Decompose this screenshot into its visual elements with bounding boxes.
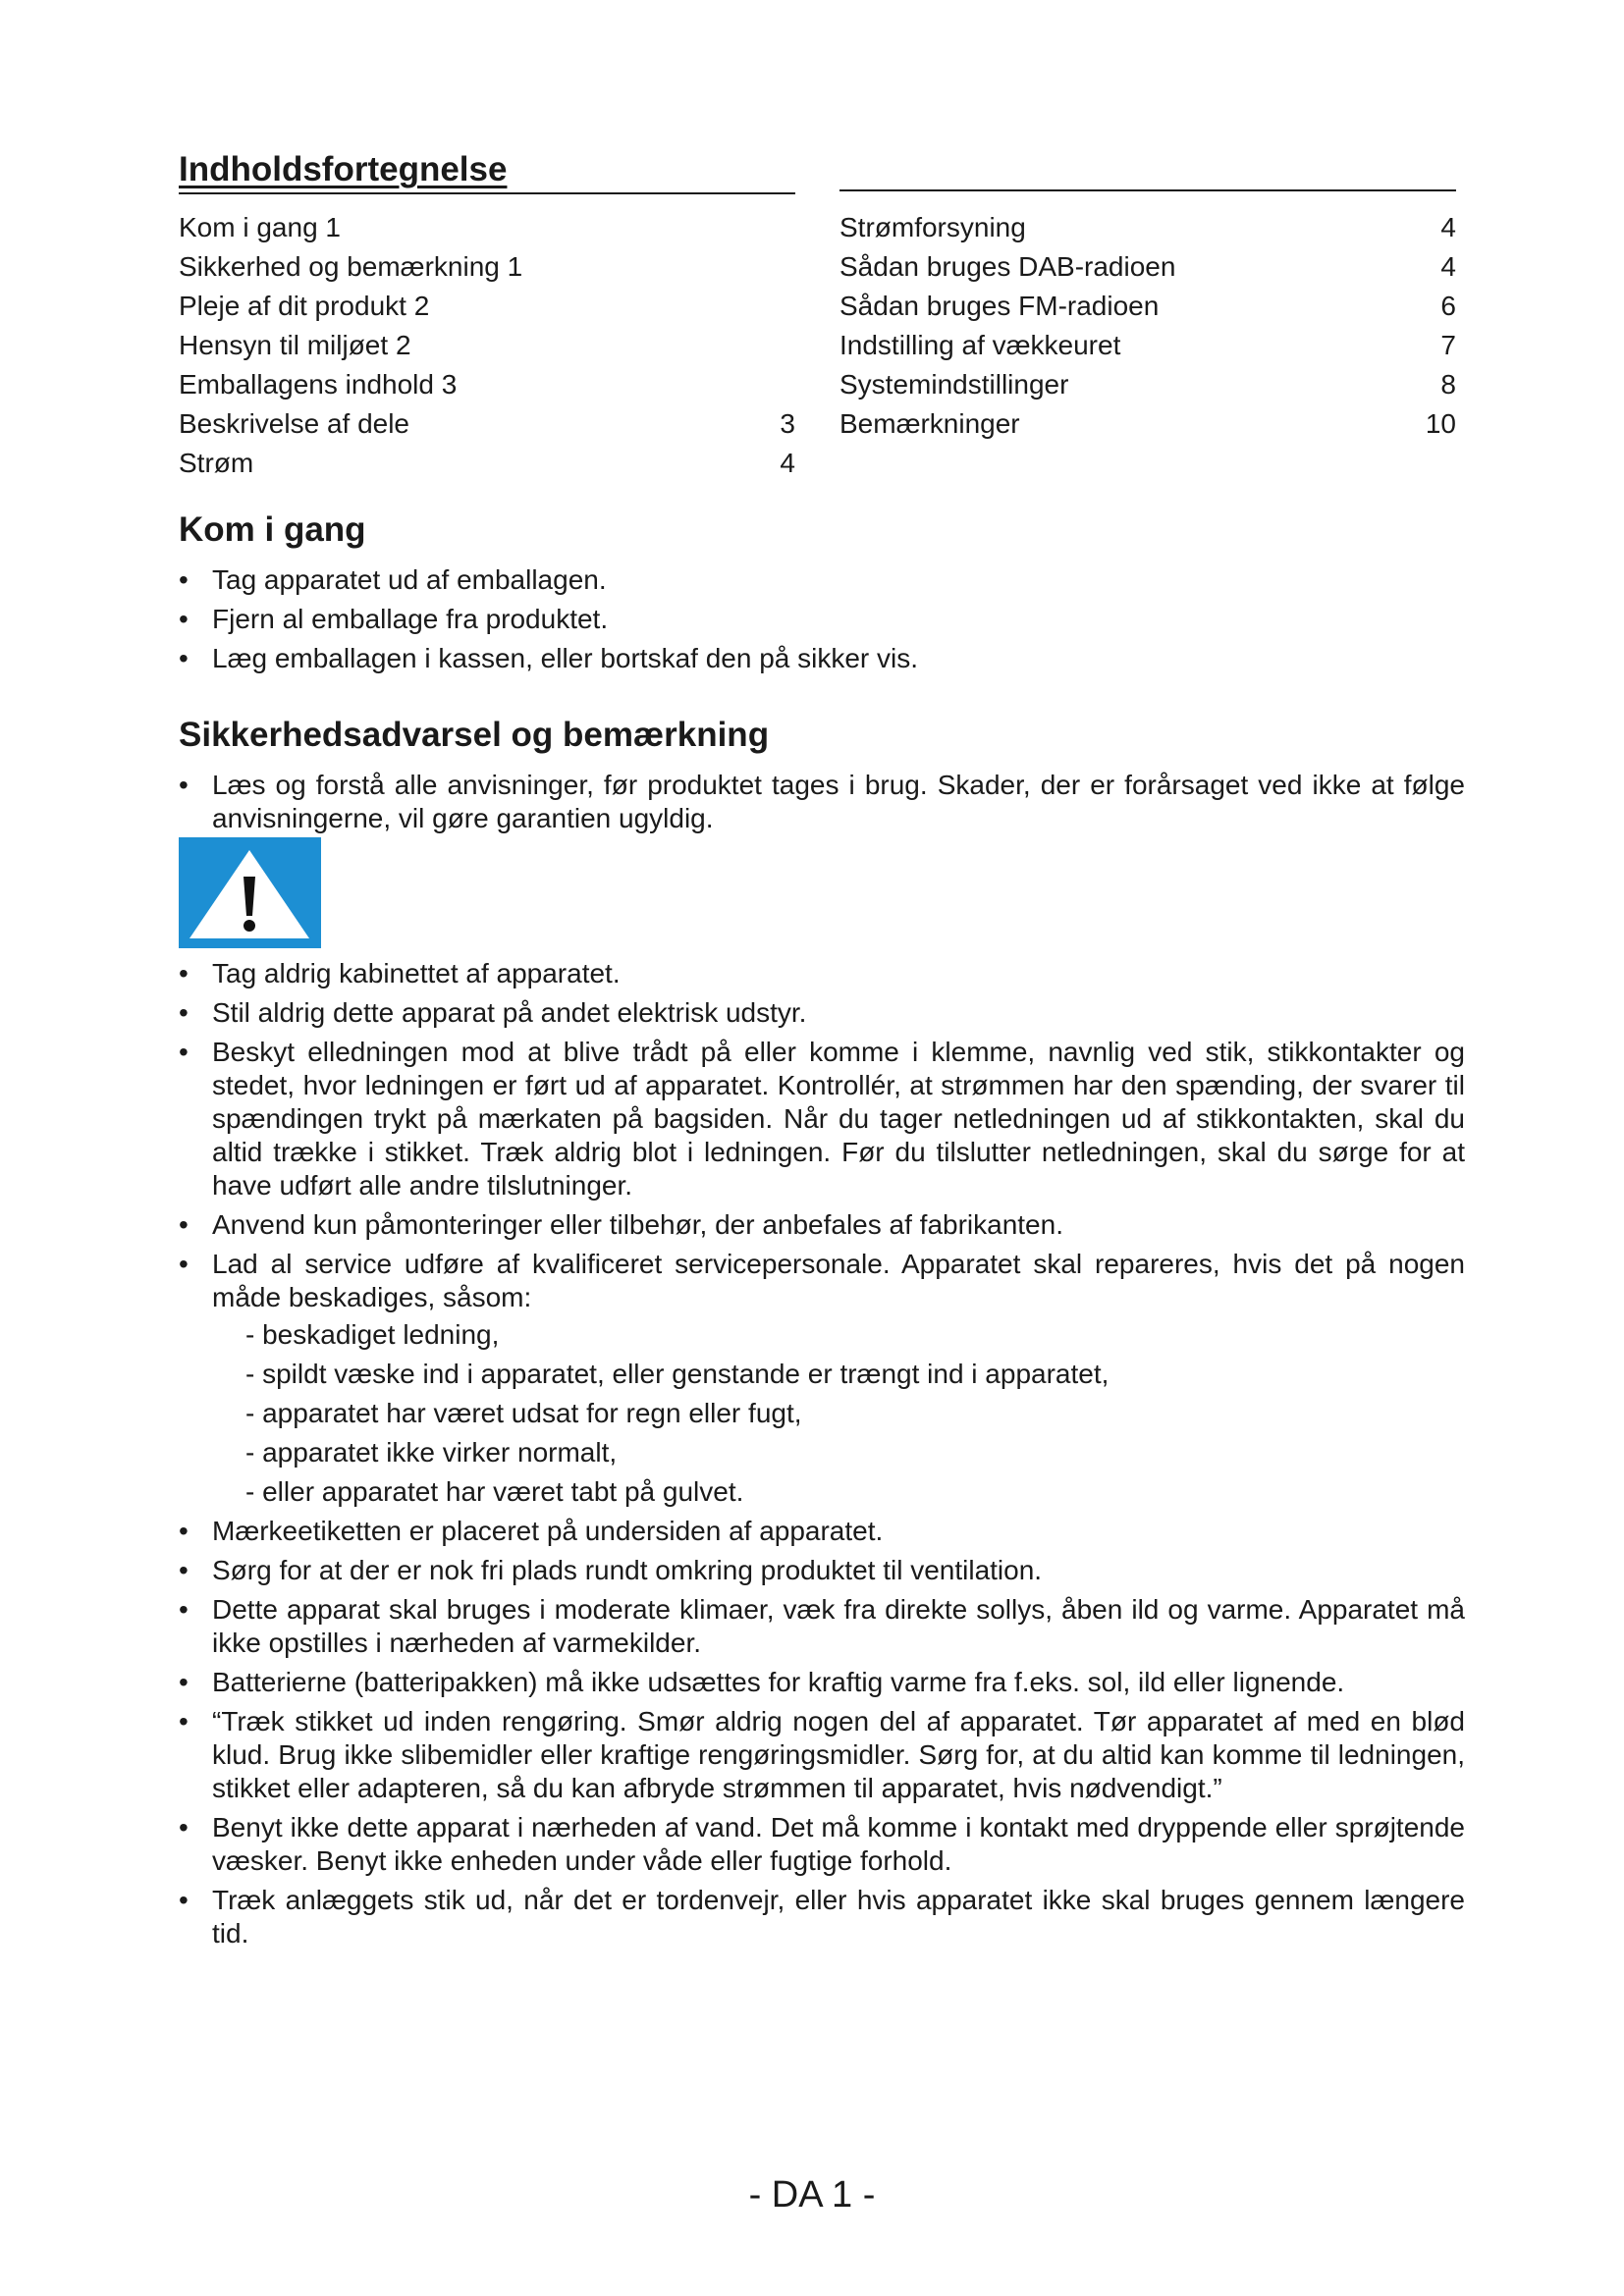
toc-entry	[839, 404, 1456, 444]
toc-entry	[179, 247, 795, 287]
list-item: • Læs og forstå alle anvisninger, før produktet tages i brug. Skader, der er forårsaget ved ikke at følge anvisningerne, vil gøre garantien ugyldig.	[179, 769, 1465, 835]
list-item: • Benyt ikke dette apparat i nærheden af vand. Det må komme i kontakt med dryppende eller sprøjtende væsker. Benyt ikke enheden under våde eller fugtige forhold.	[179, 1811, 1465, 1878]
toc-divider-line	[839, 189, 1456, 191]
toc-entry-label: Strømforsyning	[839, 212, 1026, 242]
toc-title: Indholdsfortegnelse	[179, 147, 795, 194]
toc-left-column	[179, 208, 795, 483]
toc-entry	[179, 287, 795, 326]
toc-entry	[839, 365, 1456, 404]
toc-entry-label: Sikkerhed og bemærkning 1	[179, 251, 523, 282]
toc-entry-label: Sådan bruges FM-radioen	[839, 291, 1160, 321]
toc-entry-label: Emballagens indhold 3	[179, 369, 458, 400]
toc-entry-page: 4	[1440, 212, 1456, 242]
list-item: • Fjern al emballage fra produktet.	[179, 603, 1465, 636]
service-item-text: Lad al service udføre af kvalificeret servicepersonale. Apparatet skal repareres, hvis det på nogen måde beskadiges, såsom:	[212, 1249, 1465, 1312]
getting-started-list	[179, 563, 1465, 681]
toc-entry-page: 10	[1425, 408, 1456, 439]
warning-triangle-icon	[179, 837, 321, 948]
sublist-item: - apparatet har været udsat for regn eller fugt,	[245, 1398, 802, 1428]
toc-entry-label: Indstilling af vækkeuret	[839, 330, 1121, 360]
toc-entry-label: Pleje af dit produkt 2	[179, 291, 430, 321]
toc-entry-label: Sådan bruges DAB-radioen	[839, 251, 1176, 282]
toc-entry-page: 4	[780, 448, 795, 478]
toc-entry	[839, 326, 1456, 365]
toc-right-column	[839, 208, 1456, 444]
service-sublist	[212, 1318, 1465, 1509]
list-item: • Anvend kun påmonteringer eller tilbehør, der anbefales af fabrikanten.	[179, 1208, 1465, 1242]
section-title-getting-started: Kom i gang	[179, 510, 366, 549]
toc-entry	[179, 404, 795, 444]
toc-entry-label: Kom i gang 1	[179, 212, 341, 242]
toc-entry-page: 3	[780, 408, 795, 439]
list-item: • Tag aldrig kabinettet af apparatet.	[179, 957, 1465, 990]
toc-entry-page: 7	[1440, 330, 1456, 360]
list-item: • Træk anlæggets stik ud, når det er tordenvejr, eller hvis apparatet ikke skal bruges gennem længere tid.	[179, 1884, 1465, 1950]
toc-entry	[179, 444, 795, 483]
sublist-item: - spildt væske ind i apparatet, eller genstande er trængt ind i apparatet,	[245, 1359, 1110, 1389]
list-item: • Dette apparat skal bruges i moderate klimaer, væk fra direkte sollys, åben ild og varme. Apparatet må ikke opstilles i nærheden af varmekilder.	[179, 1593, 1465, 1660]
safety-list	[179, 957, 1465, 1956]
toc-entry	[179, 365, 795, 404]
list-item: • Stil aldrig dette apparat på andet elektrisk udstyr.	[179, 996, 1465, 1030]
list-item	[179, 1248, 1465, 1509]
sublist-item: - apparatet ikke virker normalt,	[245, 1437, 618, 1468]
toc-entry-page: 8	[1440, 369, 1456, 400]
sublist-item: - eller apparatet har været tabt på gulvet.	[245, 1476, 744, 1507]
toc-entry-label: Beskrivelse af dele	[179, 408, 410, 439]
list-item: • Sørg for at der er nok fri plads rundt omkring produktet til ventilation.	[179, 1554, 1465, 1587]
list-item: • Beskyt elledningen mod at blive trådt på eller komme i klemme, navnlig ved stik, stikkontakter og stedet, hvor ledningen er ført ud af apparatet. Kontrollér, at strømmen har den spænding, der svarer til spændingen trykt på mærkaten på bagsiden. Når du tager netledningen ud af stikkontakten, skal du altid trække i stikket. Træk aldrig blot i ledningen. Før du tilslutter netledningen, skal du sørge for at have udført alle andre tilslutninger.	[179, 1036, 1465, 1202]
safety-intro-list	[179, 769, 1465, 841]
toc-entry-label: Bemærkninger	[839, 408, 1020, 439]
toc-entry	[839, 287, 1456, 326]
page-number: - DA 1 -	[748, 2174, 876, 2216]
toc-entry	[839, 208, 1456, 247]
toc-entry	[179, 208, 795, 247]
sublist-item: - beskadiget ledning,	[245, 1319, 500, 1350]
list-item: • Mærkeetiketten er placeret på undersiden af apparatet.	[179, 1515, 1465, 1548]
section-title-safety: Sikkerhedsadvarsel og bemærkning	[179, 716, 770, 754]
toc-entry-label: Systemindstillinger	[839, 369, 1069, 400]
toc-entry	[179, 326, 795, 365]
toc-entry-page: 6	[1440, 291, 1456, 321]
list-item: • “Træk stikket ud inden rengøring. Smør aldrig nogen del af apparatet. Tør apparatet af med en blød klud. Brug ikke slibemidler eller kraftige rengøringsmidler. Sørg for, at du altid kan komme til ledningen, stikket eller adapteren, så du kan afbryde strømmen til apparatet, hvis nødvendigt.”	[179, 1705, 1465, 1805]
toc-entry-page: 4	[1440, 251, 1456, 282]
list-item: • Batterierne (batteripakken) må ikke udsættes for kraftig varme fra f.eks. sol, ild eller lignende.	[179, 1666, 1465, 1699]
toc-entry-label: Strøm	[179, 448, 254, 478]
toc-entry-label: Hensyn til miljøet 2	[179, 330, 411, 360]
list-item: • Tag apparatet ud af emballagen.	[179, 563, 1465, 597]
list-item: • Læg emballagen i kassen, eller bortskaf den på sikker vis.	[179, 642, 1465, 675]
toc-entry	[839, 247, 1456, 287]
